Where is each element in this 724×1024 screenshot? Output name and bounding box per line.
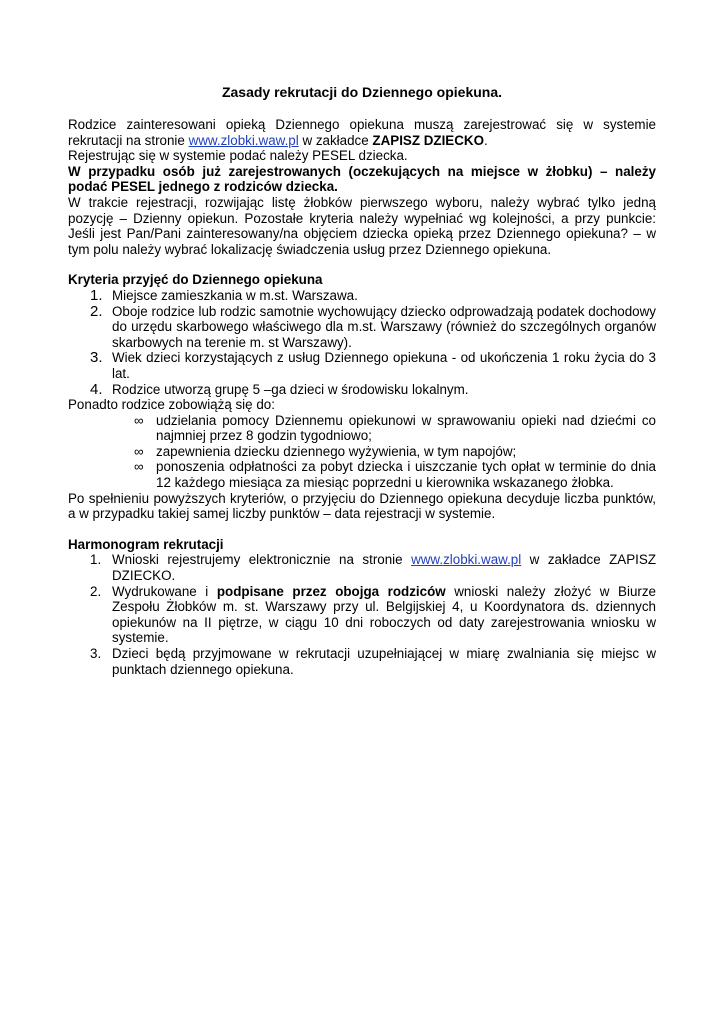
criteria-item-number: 2. xyxy=(90,302,103,320)
intro-registration-text: Rodzice zainteresowani opieką Dziennego opiekuna muszą zarejestrować się w systemie rekrutacji na stronie xyxy=(68,117,656,148)
document-title: Zasady rekrutacji do Dziennego opiekuna. xyxy=(221,84,503,100)
schedule-item-number: 1. xyxy=(90,552,102,568)
selection-instructions-paragraph: W trakcie rejestracji, rozwijając listę żłobków pierwszego wyboru, należy wybrać tylko jedną pozycję – Dzienny opiekun. Pozostałe kryteria należy wypełniać wg kolejności, a przy punkcie: Jeśli jest Pan/Pani zainteresowany/na objęciem dziecka opieką przez Dziennego opiekuna? – w tym polu należy wybrać lokalizację świadczenia usług przez Dziennego opiekuna. xyxy=(68,194,656,257)
intro-period: . xyxy=(484,132,488,148)
criteria-item-number: 4. xyxy=(90,380,103,398)
schedule-item xyxy=(68,646,656,677)
pesel-parent-paragraph: W przypadku osób już zarejestrowanych (oczekujących na miejsce w żłobku) – należy podać PESEL jednego z rodziców dziecka. xyxy=(68,163,656,195)
obligation-item xyxy=(68,413,656,444)
schedule-item-bold-text: podpisane przez obojga rodziców xyxy=(216,583,446,599)
obligation-text: ponoszenia odpłatności za pobyt dziecka i uiszczanie tych opłat w terminie do dnia 12 każdego miesiąca za miesiąc poprzedni u kierownika wskazanego żłobka. xyxy=(156,459,656,491)
obligation-item xyxy=(68,444,656,460)
criteria-item-text: Miejsce zamieszkania w m.st. Warszawa. xyxy=(112,287,358,303)
criteria-item-number: 1. xyxy=(90,286,103,304)
document-page xyxy=(68,84,656,677)
pesel-child-paragraph: Rejestrując się w systemie podać należy PESEL dziecka. xyxy=(68,148,408,164)
infinity-bullet-icon: ∞ xyxy=(134,412,144,428)
criteria-item-text: Wiek dzieci korzystających z usług Dziennego opiekuna - od ukończenia 1 roku życia do 3 lat. xyxy=(112,350,656,381)
obligation-text: zapewnienia dziecku dziennego wyżywienia, w tym napojów; xyxy=(156,443,517,459)
spacer xyxy=(68,257,656,272)
criteria-item xyxy=(68,304,656,351)
criteria-item-text: Oboje rodzice lub rodzic samotnie wychowujący dziecko odprowadzają podatek dochodowy do urzędu skarbowego właściwego dla m.st. Warszawy (również do szczególnych organów skarbowych na terenie m. st Warszawy). xyxy=(112,303,656,350)
obligations-list xyxy=(68,413,656,491)
criteria-item xyxy=(68,350,656,381)
zapisz-dziecko-label: ZAPISZ DZIECKO xyxy=(372,132,484,148)
schedule-item-text-end: wnioski należy złożyć w Biurze Zespołu Żłobków m. st. Warszawy przy ul. Belgijskiej 4, u Koordynatora ds. dziennych opiekunów na II piętrze, w ciągu 10 dni roboczych od daty zarejestrowania wniosku w systemie. xyxy=(112,583,657,646)
obligation-item xyxy=(68,459,656,490)
schedule-item-number: 2. xyxy=(90,583,102,599)
criteria-item-number: 3. xyxy=(90,349,103,367)
infinity-bullet-icon: ∞ xyxy=(134,443,144,459)
criteria-item xyxy=(68,288,656,304)
criteria-heading: Kryteria przyjęć do Dziennego opiekuna xyxy=(68,272,323,288)
schedule-heading: Harmonogram rekrutacji xyxy=(68,536,224,552)
schedule-item-text: Wydrukowane i xyxy=(112,583,217,599)
criteria-closing-paragraph: Po spełnieniu powyższych kryteriów, o przyjęciu do Dziennego opiekuna decyduje liczba punktów, a w przypadku takiej samej liczby punktów – data rejestracji w systemie. xyxy=(68,490,656,522)
schedule-item-text-end: w zakładce ZAPISZ DZIECKO. xyxy=(112,552,657,584)
schedule-item xyxy=(68,584,656,646)
spacer xyxy=(68,522,656,537)
schedule-list xyxy=(68,552,656,677)
intro-tab-text: w zakładce xyxy=(298,132,373,148)
zlobki-website-link[interactable]: www.zlobki.waw.pl xyxy=(188,132,299,148)
schedule-item xyxy=(68,552,656,583)
obligations-intro: Ponadto rodzice zobowiążą się do: xyxy=(68,397,275,413)
infinity-bullet-icon: ∞ xyxy=(134,459,144,475)
criteria-list xyxy=(68,288,656,397)
intro-registration-paragraph xyxy=(68,117,656,148)
zlobki-website-link[interactable]: www.zlobki.waw.pl xyxy=(411,552,522,568)
schedule-item-text: Wnioski rejestrujemy elektronicznie na stronie xyxy=(112,552,412,568)
schedule-item-text: Dzieci będą przyjmowane w rekrutacji uzupełniającej w miarę zwalniania się miejsc w punktach dziennego opiekuna. xyxy=(112,646,656,677)
schedule-item-number: 3. xyxy=(90,646,102,661)
criteria-item-text: Rodzice utworzą grupę 5 –ga dzieci w środowisku lokalnym. xyxy=(112,381,469,397)
obligation-text: udzielania pomocy Dziennemu opiekunowi w sprawowaniu opieki nad dziećmi co najmniej przez 8 godzin tygodniowo; xyxy=(156,412,656,444)
criteria-item xyxy=(68,382,656,398)
